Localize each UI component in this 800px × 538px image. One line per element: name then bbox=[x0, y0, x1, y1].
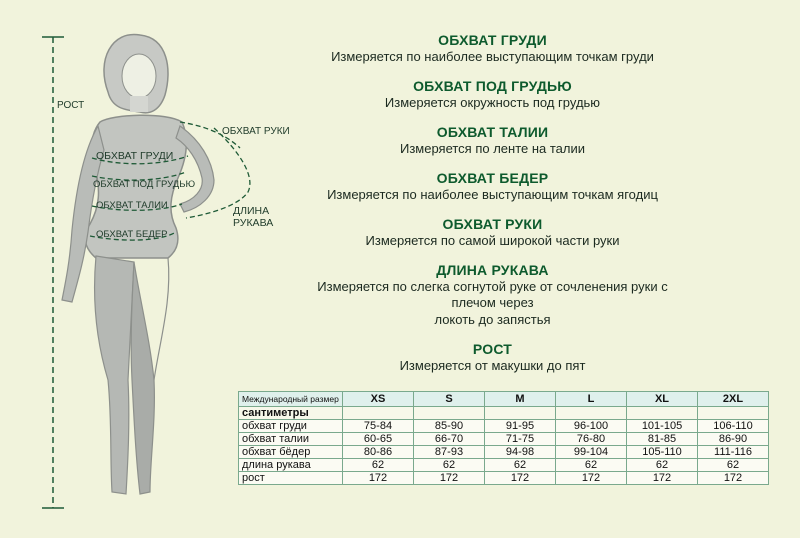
figure-label-sleeve-line2: РУКАВА bbox=[233, 217, 274, 229]
table-cell: 172 bbox=[698, 472, 769, 485]
hip-contour bbox=[154, 258, 169, 380]
empty-cell bbox=[698, 407, 769, 420]
header-label-cell: Международный размер bbox=[239, 392, 343, 407]
size-header-cell: 2XL bbox=[698, 392, 769, 407]
section-chest bbox=[300, 32, 685, 65]
table-cell: 81-85 bbox=[627, 433, 698, 446]
neck-shape bbox=[130, 96, 148, 112]
section-title: ОБХВАТ ТАЛИИ bbox=[436, 124, 549, 140]
section-description-line2: локоть до запястья bbox=[434, 312, 551, 327]
row-label-cell: обхват груди bbox=[239, 420, 343, 433]
table-cell: 75-84 bbox=[343, 420, 414, 433]
section-description: Измеряется окружность под грудью bbox=[384, 95, 601, 110]
empty-cell bbox=[627, 407, 698, 420]
figure-label-chest: ОБХВАТ ГРУДИ bbox=[96, 150, 174, 162]
table-cell: 172 bbox=[627, 472, 698, 485]
section-sleeve-length bbox=[300, 262, 685, 328]
table-cell: 91-95 bbox=[485, 420, 556, 433]
size-header-cell: M bbox=[485, 392, 556, 407]
table-unit-row bbox=[239, 407, 769, 420]
size-header-cell: XS bbox=[343, 392, 414, 407]
table-cell: 71-75 bbox=[485, 433, 556, 446]
table-cell: 60-65 bbox=[343, 433, 414, 446]
section-title: РОСТ bbox=[472, 341, 513, 357]
section-description: Измеряется от макушки до пят bbox=[399, 358, 586, 373]
section-height bbox=[300, 341, 685, 374]
figure-label-waist: ОБХВАТ ТАЛИИ bbox=[96, 200, 168, 211]
table-row bbox=[239, 472, 769, 485]
section-description-line1: Измеряется по слегка согнутой руке от сочленения руки с плечом через bbox=[317, 279, 668, 310]
table-cell: 94-98 bbox=[485, 446, 556, 459]
section-description: Измеряется по наиболее выступающим точкам груди bbox=[331, 49, 654, 64]
left-leg-shape bbox=[95, 256, 135, 494]
section-hips bbox=[300, 170, 685, 203]
row-label-cell: рост bbox=[239, 472, 343, 485]
empty-cell bbox=[414, 407, 485, 420]
table-header-row bbox=[239, 392, 769, 407]
figure-label-arm: ОБХВАТ РУКИ bbox=[222, 126, 290, 137]
figure-label-height: РОСТ bbox=[57, 100, 85, 111]
table-cell: 62 bbox=[343, 459, 414, 472]
table-cell: 87-93 bbox=[414, 446, 485, 459]
section-title: ОБХВАТ ГРУДИ bbox=[438, 32, 547, 48]
table-cell: 96-100 bbox=[556, 420, 627, 433]
section-title: ОБХВАТ БЕДЕР bbox=[436, 170, 549, 186]
table-cell: 172 bbox=[556, 472, 627, 485]
section-waist bbox=[300, 124, 685, 157]
table-row bbox=[239, 459, 769, 472]
table-cell: 62 bbox=[627, 459, 698, 472]
table-cell: 105-110 bbox=[627, 446, 698, 459]
size-header-cell: L bbox=[556, 392, 627, 407]
table-cell: 101-105 bbox=[627, 420, 698, 433]
table-cell: 99-104 bbox=[556, 446, 627, 459]
section-title: ОБХВАТ ПОД ГРУДЬЮ bbox=[413, 78, 572, 94]
measurement-descriptions bbox=[300, 32, 685, 387]
section-title: ОБХВАТ РУКИ bbox=[442, 216, 543, 232]
figure-label-sleeve-line1: ДЛИНА bbox=[233, 205, 270, 217]
table-cell: 62 bbox=[485, 459, 556, 472]
table-cell: 62 bbox=[556, 459, 627, 472]
unit-label-cell: сантиметры bbox=[239, 407, 343, 420]
table-cell: 62 bbox=[414, 459, 485, 472]
table-cell: 172 bbox=[485, 472, 556, 485]
table-cell: 172 bbox=[414, 472, 485, 485]
table-cell: 80-86 bbox=[343, 446, 414, 459]
table-cell: 62 bbox=[698, 459, 769, 472]
figure-label-hips: ОБХВАТ БЕДЕР bbox=[96, 229, 168, 240]
empty-cell bbox=[485, 407, 556, 420]
face-shape bbox=[122, 54, 156, 98]
empty-cell bbox=[556, 407, 627, 420]
row-label-cell: длина рукава bbox=[239, 459, 343, 472]
section-title: ДЛИНА РУКАВА bbox=[436, 262, 549, 278]
table-cell: 76-80 bbox=[556, 433, 627, 446]
section-description: Измеряется по ленте на талии bbox=[399, 141, 586, 156]
section-arm bbox=[300, 216, 685, 249]
row-label-cell: обхват бёдер bbox=[239, 446, 343, 459]
table-cell: 172 bbox=[343, 472, 414, 485]
size-header-cell: S bbox=[414, 392, 485, 407]
section-description: Измеряется по самой широкой части руки bbox=[365, 233, 620, 248]
size-chart-table bbox=[238, 391, 769, 485]
table-row bbox=[239, 420, 769, 433]
figure-label-underbust: ОБХВАТ ПОД ГРУДЬЮ bbox=[93, 179, 196, 190]
table-cell: 86-90 bbox=[698, 433, 769, 446]
table-row bbox=[239, 433, 769, 446]
table-row bbox=[239, 446, 769, 459]
table-cell: 111-116 bbox=[698, 446, 769, 459]
table-cell: 66-70 bbox=[414, 433, 485, 446]
table-cell: 85-90 bbox=[414, 420, 485, 433]
section-underbust bbox=[300, 78, 685, 111]
table-cell: 106-110 bbox=[698, 420, 769, 433]
row-label-cell: обхват талии bbox=[239, 433, 343, 446]
right-leg-shape bbox=[131, 262, 154, 494]
section-description: Измеряется по наиболее выступающим точкам ягодиц bbox=[327, 187, 658, 202]
size-header-cell: XL bbox=[627, 392, 698, 407]
empty-cell bbox=[343, 407, 414, 420]
